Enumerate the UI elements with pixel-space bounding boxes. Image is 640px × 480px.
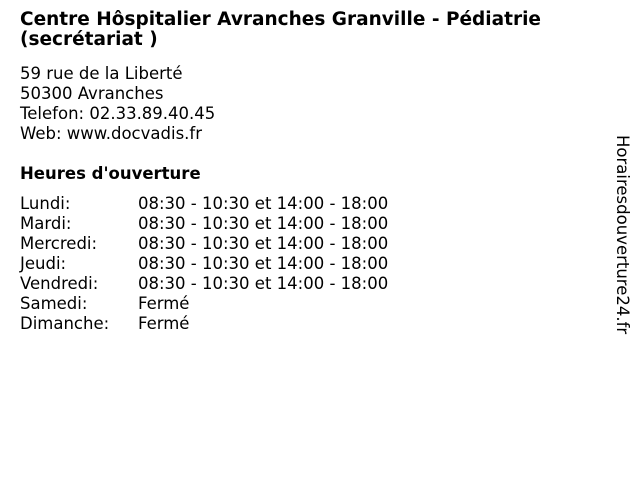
hours-row-mercredi bbox=[20, 234, 388, 254]
hours-row-mardi bbox=[20, 214, 388, 234]
address-block bbox=[20, 64, 215, 144]
day-label: Lundi: bbox=[20, 194, 71, 213]
day-label: Mercredi: bbox=[20, 234, 98, 253]
day-hours: Fermé bbox=[138, 314, 190, 333]
hours-row-samedi bbox=[20, 294, 388, 314]
street-address: 59 rue de la Liberté bbox=[20, 64, 183, 83]
day-label: Samedi: bbox=[20, 294, 88, 313]
day-hours: 08:30 - 10:30 et 14:00 - 18:00 bbox=[138, 194, 389, 213]
site-watermark: Horairesdouverture24.fr bbox=[613, 135, 632, 335]
hours-row-dimanche bbox=[20, 314, 388, 334]
hours-row-vendredi bbox=[20, 274, 388, 294]
day-hours: Fermé bbox=[138, 294, 190, 313]
day-label: Vendredi: bbox=[20, 274, 99, 293]
page-title: Centre Hôspitalier Avranches Granville - Pédiatrie (secrétariat ) bbox=[20, 9, 541, 50]
day-hours: 08:30 - 10:30 et 14:00 - 18:00 bbox=[138, 274, 389, 293]
opening-hours-table bbox=[20, 194, 388, 334]
day-hours: 08:30 - 10:30 et 14:00 - 18:00 bbox=[138, 234, 389, 253]
website: Web: www.docvadis.fr bbox=[20, 124, 202, 143]
city-postcode: 50300 Avranches bbox=[20, 84, 164, 103]
day-hours: 08:30 - 10:30 et 14:00 - 18:00 bbox=[138, 254, 389, 273]
opening-hours-heading: Heures d'ouverture bbox=[20, 164, 201, 183]
phone-number: Telefon: 02.33.89.40.45 bbox=[20, 104, 216, 123]
hours-row-jeudi bbox=[20, 254, 388, 274]
day-hours: 08:30 - 10:30 et 14:00 - 18:00 bbox=[138, 214, 389, 233]
hours-row-lundi bbox=[20, 194, 388, 214]
day-label: Dimanche: bbox=[20, 314, 110, 333]
day-label: Mardi: bbox=[20, 214, 72, 233]
day-label: Jeudi: bbox=[20, 254, 67, 273]
